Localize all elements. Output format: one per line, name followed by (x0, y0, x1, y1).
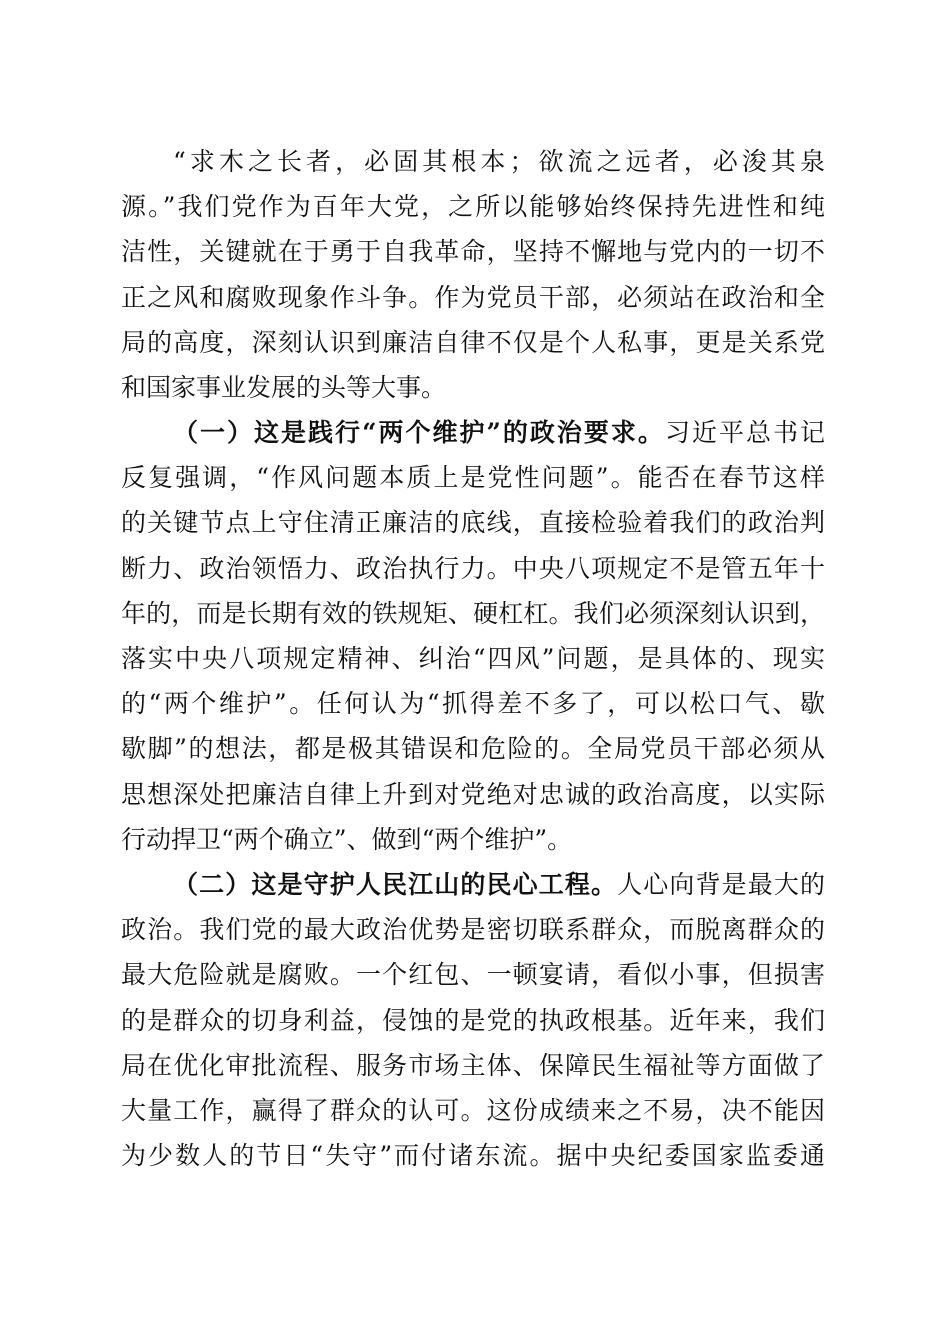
paragraph-line (121, 410, 825, 455)
section-heading: （一）这是践行“两个维护”的政治要求。 (173, 418, 665, 447)
paragraph-section-one (121, 410, 825, 862)
paragraph-line (121, 862, 825, 907)
paragraph-line: 歇脚”的想法，都是极其错误和危险的。全局党员干部必须从 (121, 734, 825, 764)
paragraph-line: 思想深处把廉洁自律上升到对党绝对忠诚的政治高度，以实际 (121, 779, 825, 809)
paragraph-section-two (121, 862, 825, 1178)
paragraph-line: “求木之长者，必固其根本；欲流之远者，必浚其泉 (173, 147, 825, 176)
paragraph-intro (121, 139, 825, 410)
paragraph-line: 反复强调，“作风问题本质上是党性问题”。能否在春节这样 (121, 463, 825, 493)
paragraph-line: 局在优化审批流程、服务市场主体、保障民生福祉等方面做了 (121, 1050, 825, 1080)
paragraph-line: 为少数人的节日“失守”而付诸东流。据中央纪委国家监委通 (121, 1141, 825, 1171)
paragraph-line: 年的，而是长期有效的铁规矩、硬杠杠。我们必须深刻认识到， (121, 598, 825, 628)
paragraph-line-text: 习近平总书记 (664, 418, 825, 447)
paragraph-line: 的“两个维护”。任何认为“抓得差不多了，可以松口气、歇 (121, 689, 825, 719)
paragraph-line-text: 人心向背是最大的 (617, 870, 825, 899)
paragraph-line: 的是群众的切身利益，侵蚀的是党的执政根基。近年来，我们 (121, 1005, 825, 1035)
paragraph-line: 和国家事业发展的头等大事。 (121, 372, 447, 402)
paragraph-line: 断力、政治领悟力、政治执行力。中央八项规定不是管五年十 (121, 553, 825, 583)
paragraph-line: 行动捍卫“两个确立”、做到“两个维护”。 (121, 824, 573, 854)
section-heading: （二）这是守护人民江山的民心工程。 (173, 870, 618, 899)
paragraph-line: 局的高度，深刻认识到廉洁自律不仅是个人私事，更是关系党 (121, 327, 825, 357)
paragraph-line: 的关键节点上守住清正廉洁的底线，直接检验着我们的政治判 (121, 508, 825, 538)
paragraph-line: 最大危险就是腐败。一个红包、一顿宴请，看似小事，但损害 (121, 960, 825, 990)
paragraph-line: 洁性，关键就在于勇于自我革命，坚持不懈地与党内的一切不 (121, 237, 825, 267)
paragraph-line: 大量工作，赢得了群众的认可。这份成绩来之不易，决不能因 (121, 1095, 825, 1125)
paragraph-line: 落实中央八项规定精神、纠治“四风”问题，是具体的、现实 (121, 643, 825, 673)
paragraph-line: 源。”我们党作为百年大党，之所以能够始终保持先进性和纯 (121, 192, 825, 222)
paragraph-line: 正之风和腐败现象作斗争。作为党员干部，必须站在政治和全 (121, 282, 825, 312)
paragraph-line: 政治。我们党的最大政治优势是密切联系群众，而脱离群众的 (121, 915, 825, 945)
